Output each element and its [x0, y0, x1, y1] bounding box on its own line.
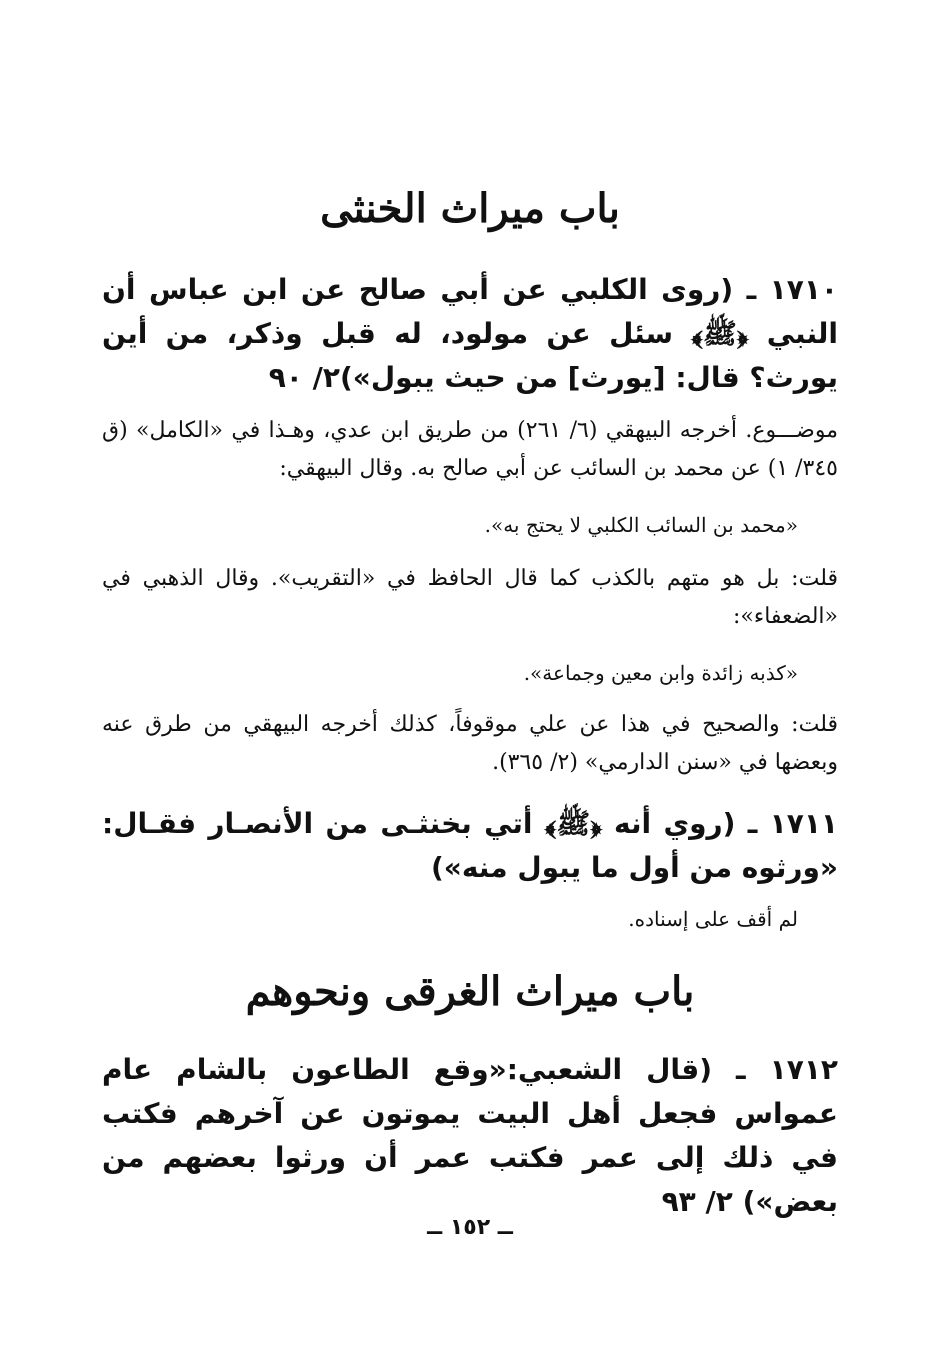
section-title-hermaphrodite-inheritance: باب ميراث الخنثى [320, 185, 620, 232]
note-1711: لم أقف على إسناده. [628, 907, 798, 931]
note-1710-quote-1: «محمد بن السائب الكلبي لا يحتج به». [484, 513, 798, 537]
hadith-1711: ١٧١١ ـ (روي أنه ﴿ﷺ﴾ أتي بخنثـى من الأنصـار فقـال: «ورثوه من أول ما يبول منه») [102, 807, 838, 884]
page-number: ــ ١٥٢ ــ [427, 1215, 513, 1240]
note-1710-paragraph-3: قلت: والصحيح في هذا عن علي موقوفاً، كذلك أخرجه البيهقي من طرق عنه وبعضها في «سنن الدارمي» (٢/ ٣٦٥). [102, 712, 838, 775]
hadith-1710: ١٧١٠ ـ (روى الكلبي عن أبي صالح عن ابن عباس أن النبي ﴿ﷺ﴾ سئل عن مولود، له قبل وذكر، من أين يورث؟ قال: [يورث] من حيث يبول»)٢/ ٩٠ [102, 273, 838, 394]
note-1710-paragraph-2: قلت: بل هو متهم بالكذب كما قال الحافظ في «التقريب». وقال الذهبي في «الضعفاء»: [102, 566, 838, 629]
section-title-drowned-inheritance: باب ميراث الغرقى ونحوهم [245, 968, 695, 1015]
note-1710-paragraph-1: موضـــوع. أخرجه البيهقي (٦/ ٢٦١) من طريق ابن عدي، وهـذا في «الكامل» (ق ٣٤٥/ ١) عن محمد بن السائب عن أبي صالح به. وقال البيهقي: [102, 418, 838, 481]
hadith-1712: ١٧١٢ ـ (قال الشعبي:«وقع الطاعون بالشام عام عمواس فجعل أهل البيت يموتون عن آخرهم فكتب في ذلك إلى عمر فكتب عمر أن ورثوا بعضهم من بعض») ٢/ ٩٣ [102, 1053, 838, 1218]
note-1710-quote-2: «كذبه زائدة وابن معين وجماعة». [523, 661, 798, 685]
